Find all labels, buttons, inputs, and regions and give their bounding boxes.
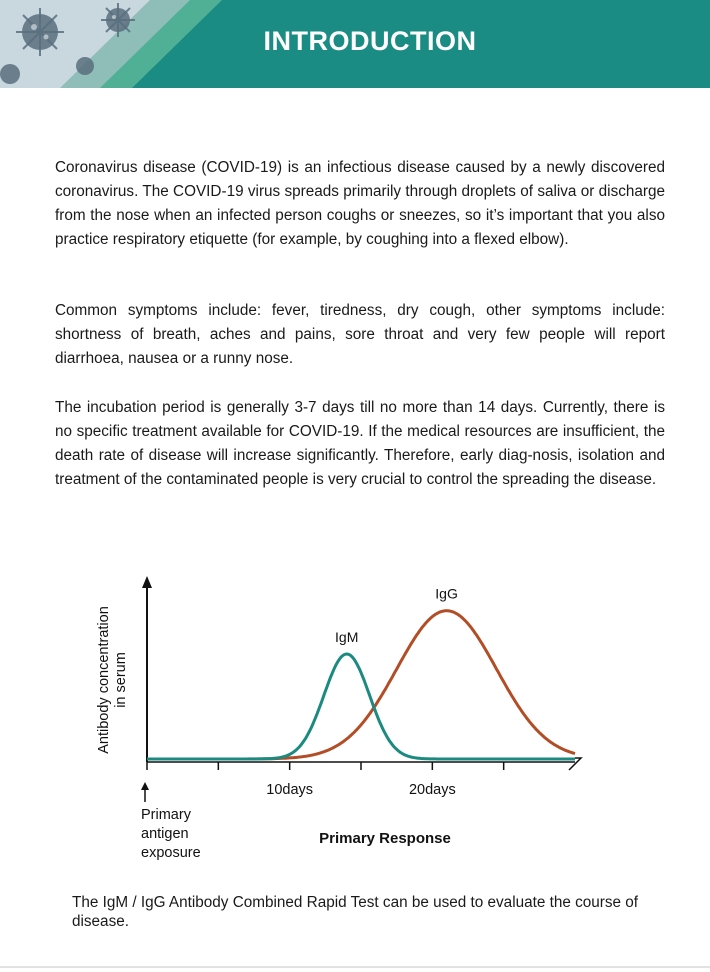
origin-label-3: exposure bbox=[141, 845, 201, 861]
y-axis-label-1: Antibody concentration bbox=[96, 606, 112, 754]
igg-label: IgG bbox=[435, 585, 458, 602]
rapid-test-note: The IgM / IgG Antibody Combined Rapid Test can be used to evaluate the course of disease. bbox=[72, 894, 639, 930]
intro-paragraph: Coronavirus disease (COVID-19) is an infectious disease caused by a newly discovered coronavirus. The COVID-19 virus spreads primarily through droplets of saliva or discharge from the nose when an infected person coughs or sneezes, so it’s important that you also practice respiratory etiquette (for example, by coughing into a flexed elbow). bbox=[55, 159, 665, 248]
footer-divider bbox=[0, 966, 710, 968]
igm-curve bbox=[147, 654, 575, 759]
antigen-arrow-head bbox=[141, 782, 149, 790]
y-axis-arrow bbox=[142, 576, 152, 588]
x-tick-label-10days: 10days bbox=[266, 782, 314, 798]
igg-curve bbox=[147, 611, 575, 759]
origin-label-2: antigen bbox=[141, 826, 189, 842]
incubation-paragraph: The incubation period is generally 3-7 days till no more than 14 days. Currently, there is no specific treatment available for COVID-19. If the medical resources are insufficient, the death rate of disease will increase significantly. Therefore, early diag-nosis, isolation and treatment of the contaminated people is very crucial to control the spreading the disease. bbox=[55, 399, 665, 488]
chart-title: Primary Response bbox=[319, 830, 451, 847]
origin-label-1: Primary bbox=[141, 807, 191, 823]
symptoms-paragraph: Common symptoms include: fever, tiredness, dry cough, other symptoms include: shortness of breath, aches and pains, sore throat and very few people will report diarrhoea, nausea or a runny nose. bbox=[55, 302, 665, 367]
page-title: INTRODUCTION bbox=[263, 26, 477, 56]
antibody-response-chart bbox=[85, 570, 605, 870]
igm-label: IgM bbox=[335, 628, 359, 645]
x-tick-label-20days: 20days bbox=[408, 782, 456, 798]
page-header bbox=[0, 0, 710, 88]
y-axis-label-2: in serum bbox=[113, 652, 129, 708]
